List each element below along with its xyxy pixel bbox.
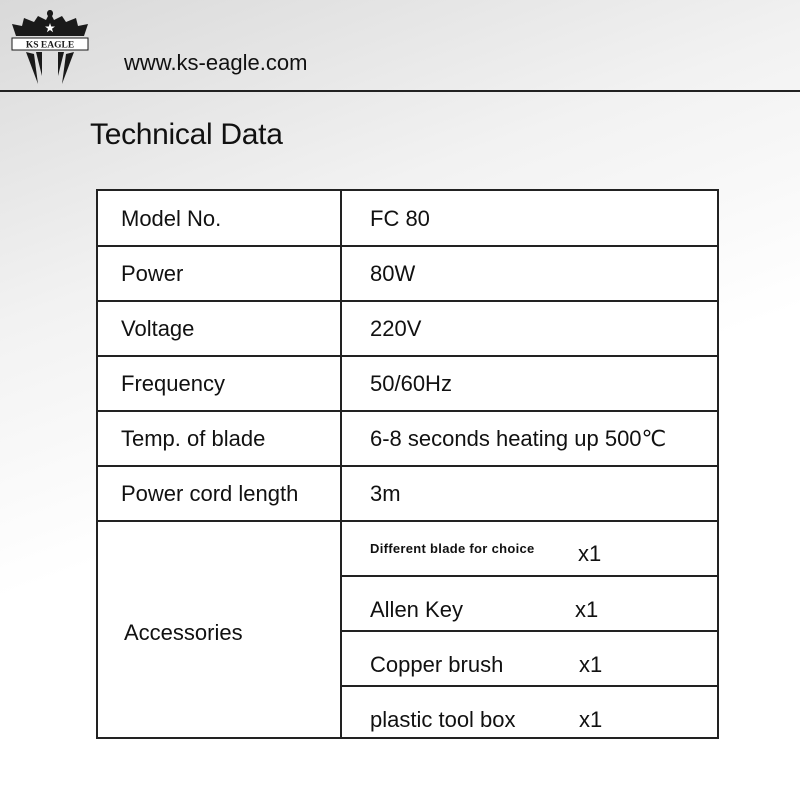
accessory-name: Different blade for choice: [370, 541, 535, 556]
spec-row-power: [98, 246, 717, 301]
spec-value: 6-8 seconds heating up 500℃: [370, 426, 667, 451]
accessory-qty: x1: [575, 597, 599, 622]
row-divider: [340, 685, 717, 687]
page-title: Technical Data: [90, 118, 283, 151]
spec-label: Power cord length: [121, 481, 299, 506]
spec-row-cord-length: [98, 466, 717, 521]
row-divider: [340, 630, 717, 632]
spec-value: FC 80: [370, 206, 430, 231]
spec-value: 50/60Hz: [370, 371, 452, 396]
accessories-label: Accessories: [124, 620, 243, 645]
spec-label: Voltage: [121, 316, 195, 341]
accessory-qty: x1: [579, 707, 603, 732]
spec-row-frequency: [98, 356, 717, 411]
spec-value: 80W: [370, 261, 416, 286]
spec-label: Model No.: [121, 206, 222, 231]
spec-label: Frequency: [121, 371, 225, 396]
accessory-qty: x1: [579, 652, 603, 677]
spec-row-voltage: [98, 301, 717, 356]
spec-value: 3m: [370, 481, 401, 506]
accessory-qty: x1: [578, 541, 602, 566]
spec-row-blade-temp: [98, 411, 717, 466]
header-divider: [0, 90, 800, 92]
spec-label: Temp. of blade: [121, 426, 266, 451]
spec-value: 220V: [370, 316, 422, 341]
accessory-name: Copper brush: [370, 652, 504, 677]
ks-eagle-logo: [8, 6, 92, 86]
accessory-name: plastic tool box: [370, 707, 516, 732]
spec-label: Power: [121, 261, 184, 286]
logo-text: KS EAGLE: [25, 40, 75, 51]
website-url[interactable]: www.ks-eagle.com: [124, 50, 308, 75]
accessory-name: Allen Key: [370, 597, 463, 622]
row-divider: [340, 575, 717, 577]
spec-row-model: [98, 191, 717, 246]
row-divider: [98, 520, 717, 522]
technical-data-table: [96, 189, 719, 739]
